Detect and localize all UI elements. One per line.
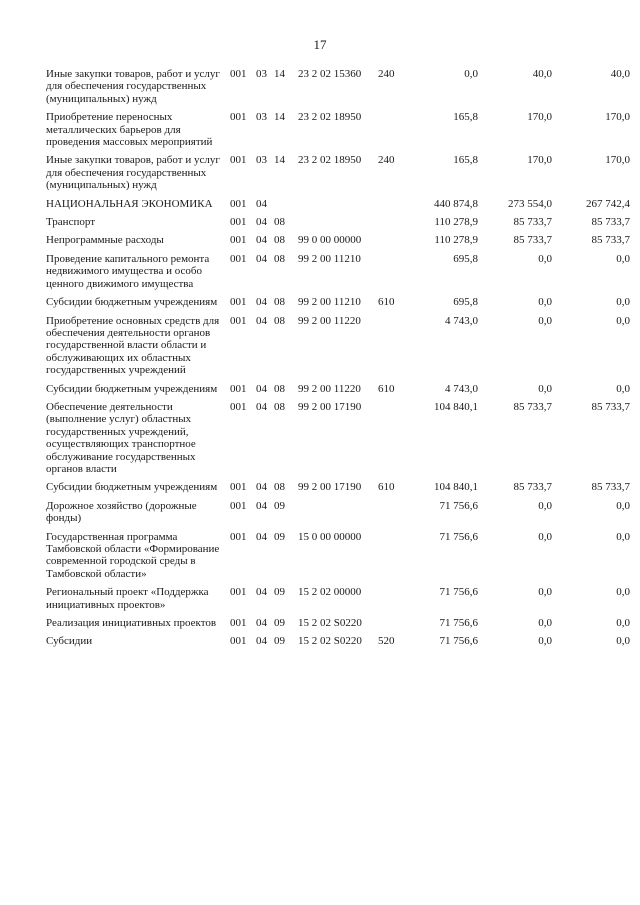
amount-year-3: 85 733,7 — [591, 481, 630, 494]
amount-year-2: 0,0 — [538, 530, 552, 543]
amount-year-1: 104 840,1 — [434, 400, 478, 413]
section-code: 04 — [256, 635, 267, 648]
section-code: 03 — [256, 68, 267, 80]
amount-year-2: 0,0 — [538, 252, 552, 265]
ministry-code: 001 — [230, 111, 247, 124]
section-code: 03 — [256, 111, 267, 124]
table-row — [46, 531, 630, 587]
ministry-code: 001 — [230, 296, 247, 309]
target-article-code: 99 2 00 17190 — [298, 400, 362, 413]
expense-name: Государственная программа Тамбовской области «Формирование современной городской среды в Тамбовской области» — [46, 530, 220, 580]
amount-year-3: 0,0 — [616, 635, 630, 648]
target-article-code: 99 2 00 17190 — [298, 481, 362, 494]
expense-type-code — [378, 234, 406, 252]
table-row — [46, 635, 630, 653]
ministry-code: 001 — [230, 499, 247, 512]
subsection-code: 08 — [274, 216, 285, 229]
amount-year-3: 0,0 — [616, 252, 630, 265]
table-row — [46, 253, 630, 296]
table-row — [46, 234, 630, 252]
table-row — [46, 154, 630, 197]
target-article-code: 99 2 00 11220 — [298, 314, 361, 327]
amount-year-1: 71 756,6 — [439, 499, 478, 512]
expense-name: Приобретение основных средств для обеспечения деятельности органов государственной власти области и обслуживающих их областных государственных учреждений — [46, 314, 220, 377]
ministry-code: 001 — [230, 382, 247, 395]
target-article-code — [298, 198, 378, 216]
ministry-code: 001 — [230, 68, 247, 80]
target-article-code — [298, 216, 378, 234]
expense-type-code — [378, 617, 406, 635]
ministry-code: 001 — [230, 617, 247, 630]
table-row — [46, 383, 630, 401]
expense-name: НАЦИОНАЛЬНАЯ ЭКОНОМИКА — [46, 197, 213, 210]
subsection-code: 09 — [274, 617, 285, 630]
expense-type-code: 240 — [378, 68, 395, 80]
expense-type-code: 240 — [378, 154, 395, 167]
ministry-code: 001 — [230, 530, 247, 543]
amount-year-1: 104 840,1 — [434, 481, 478, 494]
subsection-code: 08 — [274, 382, 285, 395]
table-row — [46, 111, 630, 154]
expense-name: Иные закупки товаров, работ и услуг для обеспечения государственных (муниципальных) нужд — [46, 68, 220, 105]
subsection-code: 09 — [274, 530, 285, 543]
section-code: 04 — [256, 382, 267, 395]
amount-year-1: 71 756,6 — [439, 617, 478, 630]
expense-type-code — [378, 315, 406, 383]
ministry-code: 001 — [230, 314, 247, 327]
expense-type-code — [378, 253, 406, 296]
amount-year-3: 170,0 — [605, 111, 630, 124]
ministry-code: 001 — [230, 635, 247, 648]
ministry-code: 001 — [230, 216, 247, 229]
amount-year-2: 170,0 — [527, 111, 552, 124]
amount-year-2: 0,0 — [538, 314, 552, 327]
expense-name: Иные закупки товаров, работ и услуг для обеспечения государственных (муниципальных) нужд — [46, 154, 220, 192]
section-code: 04 — [256, 586, 267, 599]
amount-year-2: 85 733,7 — [513, 234, 552, 247]
budget-table-body — [46, 68, 630, 654]
expense-type-code: 610 — [378, 382, 395, 395]
page-number: 17 — [313, 37, 327, 52]
budget-table — [46, 68, 630, 654]
expense-name: Дорожное хозяйство (дорожные фонды) — [46, 499, 197, 525]
amount-year-3: 0,0 — [616, 530, 630, 543]
expense-name: Субсидии бюджетным учреждениям — [46, 382, 218, 395]
target-article-code: 99 2 00 11220 — [298, 382, 361, 395]
expense-type-code — [378, 198, 406, 216]
amount-year-1: 71 756,6 — [439, 586, 478, 599]
subsection-code: 14 — [274, 68, 285, 80]
expense-name: Региональный проект «Поддержка инициативных проектов» — [46, 586, 209, 611]
amount-year-2: 85 733,7 — [513, 481, 552, 494]
table-row — [46, 481, 630, 499]
amount-year-2: 85 733,7 — [513, 216, 552, 229]
section-code: 04 — [256, 216, 267, 229]
section-code: 04 — [256, 400, 267, 413]
subsection-code — [274, 198, 298, 216]
target-article-code: 23 2 02 15360 — [298, 68, 362, 80]
amount-year-1: 695,8 — [453, 296, 478, 309]
target-article-code: 99 2 00 11210 — [298, 252, 361, 265]
target-article-code — [298, 500, 378, 531]
amount-year-2: 273 554,0 — [508, 197, 552, 210]
amount-year-1: 695,8 — [453, 252, 478, 265]
amount-year-2: 0,0 — [538, 635, 552, 648]
target-article-code: 15 2 02 S0220 — [298, 635, 362, 648]
amount-year-3: 0,0 — [616, 314, 630, 327]
expense-type-code: 520 — [378, 635, 395, 648]
amount-year-3: 0,0 — [616, 499, 630, 512]
subsection-code: 08 — [274, 234, 285, 247]
section-code: 03 — [256, 154, 267, 167]
section-code: 04 — [256, 617, 267, 630]
ministry-code: 001 — [230, 234, 247, 247]
section-code: 04 — [256, 499, 267, 512]
amount-year-2: 85 733,7 — [513, 400, 552, 413]
amount-year-2: 0,0 — [538, 382, 552, 395]
target-article-code: 15 0 00 00000 — [298, 530, 362, 543]
table-row — [46, 401, 630, 481]
expense-type-code — [378, 401, 406, 481]
expense-type-code: 610 — [378, 481, 395, 494]
amount-year-3: 0,0 — [616, 586, 630, 599]
amount-year-3: 267 742,4 — [586, 197, 630, 210]
expense-type-code — [378, 111, 406, 154]
table-row — [46, 216, 630, 234]
amount-year-2: 0,0 — [538, 586, 552, 599]
section-code: 04 — [256, 197, 267, 210]
section-code: 04 — [256, 314, 267, 327]
subsection-code: 09 — [274, 586, 285, 599]
target-article-code: 99 2 00 11210 — [298, 296, 361, 309]
amount-year-1: 440 874,8 — [434, 197, 478, 210]
ministry-code: 001 — [230, 481, 247, 494]
ministry-code: 001 — [230, 252, 247, 265]
expense-name: Реализация инициативных проектов — [46, 617, 217, 630]
expense-name: Субсидии бюджетным учреждениям — [46, 481, 218, 494]
section-code: 04 — [256, 296, 267, 309]
amount-year-2: 0,0 — [538, 296, 552, 309]
amount-year-1: 165,8 — [453, 154, 478, 167]
expense-name: Субсидии — [46, 635, 93, 648]
expense-type-code — [378, 216, 406, 234]
subsection-code: 14 — [274, 111, 285, 124]
table-row — [46, 315, 630, 383]
target-article-code: 23 2 02 18950 — [298, 154, 362, 167]
table-row — [46, 296, 630, 314]
section-code: 04 — [256, 234, 267, 247]
amount-year-1: 71 756,6 — [439, 635, 478, 648]
target-article-code: 23 2 02 18950 — [298, 111, 362, 124]
expense-type-code — [378, 500, 406, 531]
amount-year-1: 110 278,9 — [434, 216, 478, 229]
expense-name: Транспорт — [46, 216, 96, 229]
amount-year-3: 0,0 — [616, 382, 630, 395]
expense-name: Проведение капитального ремонта недвижимого имущества и особо ценного движимого имущества — [46, 252, 210, 290]
expense-type-code: 610 — [378, 296, 395, 309]
target-article-code: 15 2 02 S0220 — [298, 617, 362, 630]
amount-year-2: 170,0 — [527, 154, 552, 167]
subsection-code: 14 — [274, 154, 285, 167]
subsection-code: 08 — [274, 314, 285, 327]
table-row — [46, 617, 630, 635]
amount-year-1: 165,8 — [453, 111, 478, 124]
amount-year-3: 85 733,7 — [591, 400, 630, 413]
target-article-code: 15 2 02 00000 — [298, 586, 362, 599]
expense-name: Непрограммные расходы — [46, 234, 164, 247]
ministry-code: 001 — [230, 197, 247, 210]
section-code: 04 — [256, 530, 267, 543]
table-row — [46, 68, 630, 111]
subsection-code: 08 — [274, 400, 285, 413]
amount-year-3: 85 733,7 — [591, 216, 630, 229]
expense-name: Обеспечение деятельности (выполнение услуг) областных государственных учреждений, осуществляющих транспортное обслуживание государственных органов власти — [46, 400, 196, 475]
expense-name: Субсидии бюджетным учреждениям — [46, 296, 218, 309]
amount-year-1: 71 756,6 — [439, 530, 478, 543]
subsection-code: 08 — [274, 481, 285, 494]
expense-name: Приобретение переносных металлических барьеров для проведения массовых мероприятий — [46, 111, 213, 149]
amount-year-1: 4 743,0 — [445, 314, 478, 327]
expense-type-code — [378, 586, 406, 617]
subsection-code: 08 — [274, 252, 285, 265]
amount-year-3: 40,0 — [610, 68, 630, 80]
subsection-code: 08 — [274, 296, 285, 309]
amount-year-2: 0,0 — [538, 617, 552, 630]
table-row — [46, 586, 630, 617]
amount-year-3: 0,0 — [616, 617, 630, 630]
amount-year-3: 85 733,7 — [591, 234, 630, 247]
target-article-code: 99 0 00 00000 — [298, 234, 362, 247]
amount-year-1: 4 743,0 — [445, 382, 478, 395]
table-row — [46, 500, 630, 531]
amount-year-2: 40,0 — [532, 68, 552, 80]
ministry-code: 001 — [230, 586, 247, 599]
amount-year-1: 0,0 — [464, 68, 478, 80]
ministry-code: 001 — [230, 154, 247, 167]
table-row — [46, 198, 630, 216]
subsection-code: 09 — [274, 635, 285, 648]
amount-year-1: 110 278,9 — [434, 234, 478, 247]
expense-type-code — [378, 531, 406, 587]
section-code: 04 — [256, 252, 267, 265]
subsection-code: 09 — [274, 499, 285, 512]
section-code: 04 — [256, 481, 267, 494]
ministry-code: 001 — [230, 400, 247, 413]
amount-year-3: 0,0 — [616, 296, 630, 309]
amount-year-2: 0,0 — [538, 499, 552, 512]
amount-year-3: 170,0 — [605, 154, 630, 167]
